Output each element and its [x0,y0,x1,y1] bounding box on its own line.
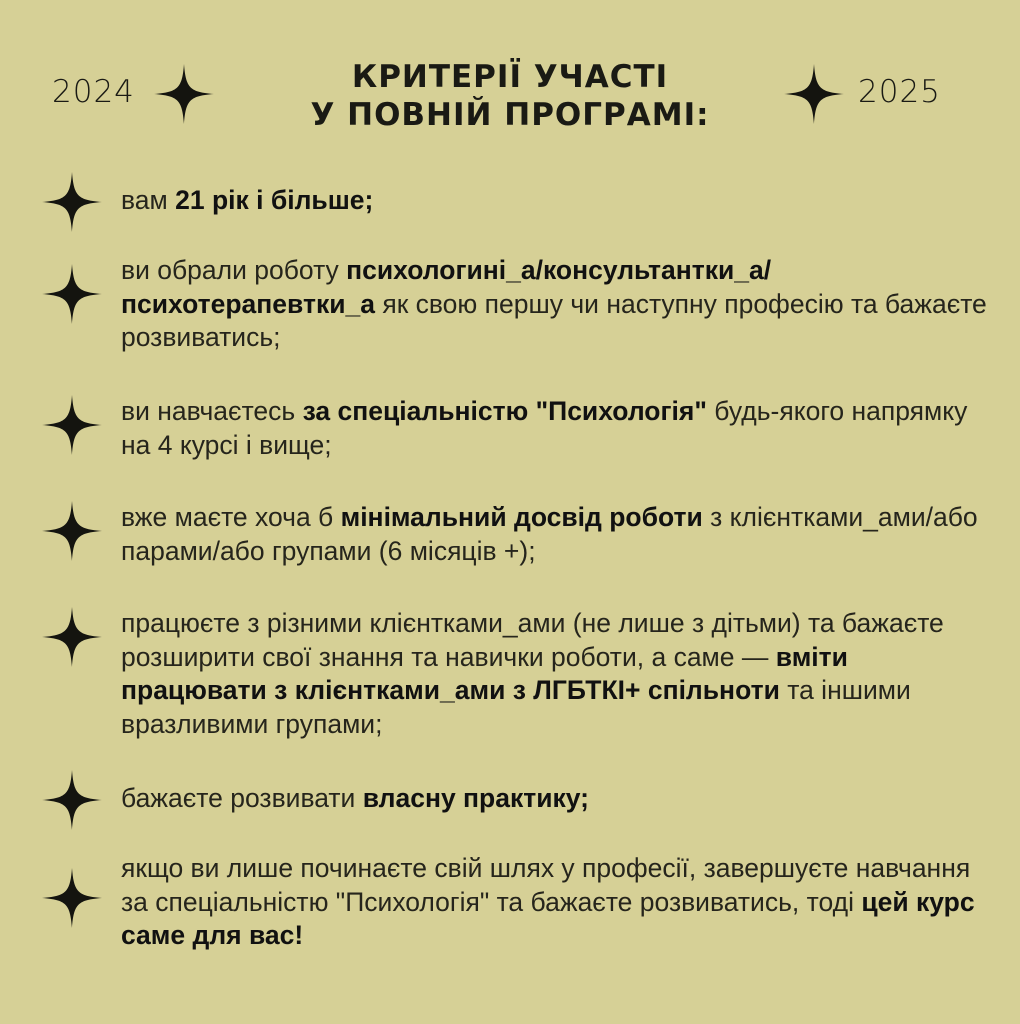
criterion-text: як свою першу чи наступну професію та бажаєте розвиватись; [121,288,987,352]
criterion-highlight: цей курс саме для вас! [121,886,975,950]
criterion-highlight: власну практику; [362,783,589,813]
criterion-text: вже маєте хоча б [121,502,341,532]
bullet-star-icon [42,172,102,232]
criterion-text: та іншими вразливими групами; [121,675,911,739]
title-line-2: У ПОВНІЙ ПРОГРАМІ: [310,97,710,133]
criterion-highlight: мінімальний досвід роботи [340,502,703,532]
year-start: 2024 [52,74,135,110]
sparkle-icon [784,64,844,124]
bullet-star-icon [42,770,102,830]
year-end: 2025 [858,74,941,110]
criterion-highlight: психологині_а/консультантки_а/ психотерапевтки_а [121,255,772,319]
criterion-text: бажаєте розвивати [121,783,363,813]
criterion-highlight: 21 рік і більше; [175,185,374,215]
bullet-star-icon [42,607,102,667]
page-title [250,58,770,134]
criterion-practice [121,782,991,816]
criterion-text: працюєте з різними клієнтками_ами (не лише з дітьми) та бажаєте розширити свої знання та навички роботи, а саме — [121,608,944,672]
criterion-text: з клієнтками_ами/або парами/або групами (6 місяців +); [121,502,978,566]
criterion-experience [121,501,991,568]
criterion-highlight: вміти працювати з клієнтками_ами з ЛГБТКІ+ спільноти [121,641,848,705]
bullet-star-icon [42,395,102,455]
criterion-education [121,395,991,462]
criterion-text: ви навчаєтесь [121,396,303,426]
criterion-age [121,184,991,218]
criterion-text: вам [121,185,176,215]
criterion-profession [121,254,991,355]
criterion-text: якщо ви лише починаєте свій шлях у професії, завершуєте навчання за спеціальністю "Психологія" та бажаєте розвиватись, тоді [121,853,971,917]
criterion-text: ви обрали роботу [121,255,347,285]
title-line-1: КРИТЕРІЇ УЧАСТІ [351,59,669,95]
bullet-star-icon [42,264,102,324]
criterion-highlight: за спеціальністю "Психологія" [302,396,707,426]
bullet-star-icon [42,501,102,561]
criterion-beginner [121,852,991,953]
bullet-star-icon [42,868,102,928]
criterion-clients [121,607,991,741]
sparkle-icon [154,64,214,124]
criterion-text: будь-якого напрямку на 4 курсі і вище; [121,396,968,460]
